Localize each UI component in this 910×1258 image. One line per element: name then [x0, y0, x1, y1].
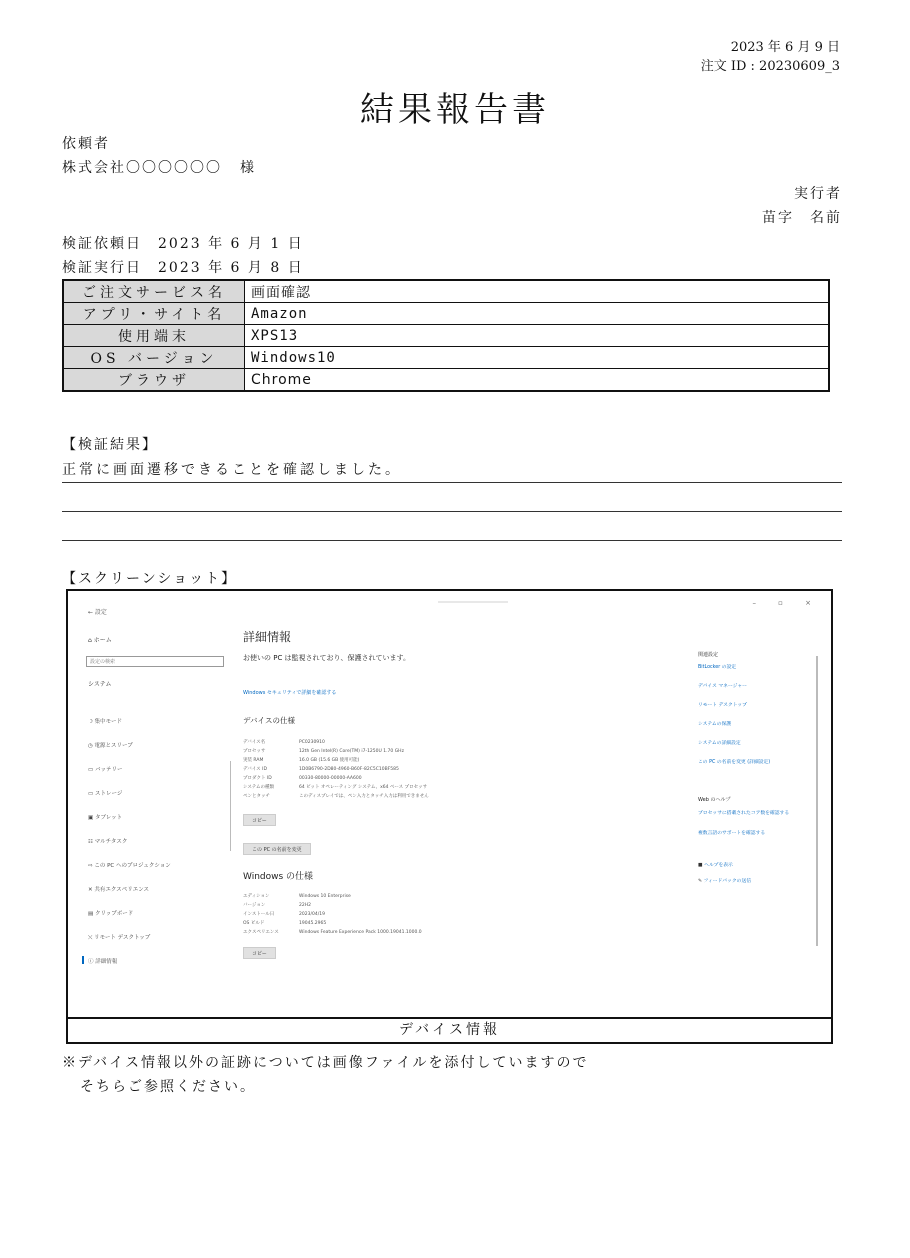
main-title: 詳細情報 [243, 630, 292, 644]
feedback-icon: ✎ [698, 879, 704, 884]
related-link[interactable]: システムの詳細設定 [698, 741, 741, 746]
executor-block [762, 182, 842, 230]
table-key: アプリ・サイト名 [63, 303, 245, 325]
requester-honorific: 様 [240, 160, 256, 176]
related-link[interactable]: システムの保護 [698, 722, 732, 727]
sidebar-item[interactable]: ▣ タブレット [88, 815, 123, 821]
result-text: 正常に画面遷移できることを確認しました。 [62, 462, 402, 478]
spec-row: エクスペリエンス Windows Feature Experience Pack 1000.19041.1000.0 [243, 930, 422, 935]
divider [62, 511, 842, 512]
spec-row: OS ビルド 19045.2965 [243, 921, 327, 926]
table-row [63, 280, 829, 303]
sidebar-item[interactable]: ⤬ リモート デスクトップ [88, 935, 151, 941]
feedback-link[interactable]: ✎ フィードバックの送信 [698, 879, 752, 884]
sidebar-item[interactable]: ▭ バッテリー [88, 767, 123, 773]
sidebar-item-about[interactable]: ⓘ 詳細情報 [88, 959, 118, 965]
settings-sidebar [76, 601, 234, 1017]
related-link[interactable]: デバイス マネージャー [698, 684, 747, 689]
table-key: ご注文サービス名 [63, 280, 245, 303]
spec-row: プロセッサ 12th Gen Intel(R) Core(TM) i7-1250U 1.70 GHz [243, 749, 404, 754]
requester-company: 株式会社〇〇〇〇〇〇 [62, 160, 222, 176]
sidebar-scrollbar[interactable] [230, 761, 231, 851]
settings-main [243, 591, 683, 1017]
spec-row: インストール日 2023/04/19 [243, 912, 325, 917]
footnote-line-1: ※デバイス情報以外の証跡については画像ファイルを添付していますので [62, 1055, 589, 1071]
table-key: ブラウザ [63, 369, 245, 392]
date-block [62, 232, 304, 280]
table-key: 使用端末 [63, 325, 245, 347]
requester-company-line [62, 156, 256, 180]
spec-row: ペンとタッチ このディスプレイでは、ペン入力とタッチ入力は利用できません [243, 794, 429, 799]
rename-pc-button[interactable]: この PC の名前を変更 [243, 843, 311, 855]
divider [62, 540, 842, 541]
web-help-heading: Web のヘルプ [698, 797, 731, 803]
executor-label: 実行者 [794, 186, 842, 202]
sidebar-item-home[interactable]: ⌂ ホーム [88, 637, 112, 644]
sidebar-item[interactable]: ⇨ この PC へのプロジェクション [88, 863, 171, 869]
web-help-link[interactable]: 複数言語のサポートを確認する [698, 831, 766, 836]
related-link[interactable]: この PC の名前を変更 (詳細設定) [698, 760, 771, 765]
back-button[interactable]: ← 設定 [88, 609, 107, 616]
result-heading: 【検証結果】 [62, 437, 158, 453]
sidebar-item[interactable]: ✕ 共有エクスペリエンス [88, 887, 150, 893]
settings-window [68, 591, 831, 1017]
report-date: 2023 年 6 月 9 日 [730, 40, 840, 55]
sidebar-item[interactable]: ☽ 集中モード [88, 719, 122, 725]
search-input[interactable]: 設定の検索 [86, 656, 224, 667]
main-scrollbar[interactable] [816, 656, 818, 946]
table-value: Amazon [245, 303, 830, 325]
windows-spec-heading: Windows の仕様 [243, 872, 314, 882]
page-title: 結果報告書 [360, 90, 550, 130]
spec-row: システムの種類 64 ビット オペレーティング システム、x64 ベース プロセッサ [243, 785, 428, 790]
execution-date: 検証実行日 2023 年 6 月 8 日 [62, 260, 304, 276]
screenshot-caption: デバイス情報 [66, 1017, 833, 1044]
sidebar-item[interactable]: ▤ クリップボード [88, 911, 134, 917]
device-spec-heading: デバイスの仕様 [243, 716, 295, 725]
window-controls[interactable]: – ▫ × [752, 599, 821, 607]
copy-button[interactable]: コピー [243, 947, 276, 959]
help-link[interactable]: ■ ヘルプを表示 [698, 863, 733, 868]
sidebar-section-label: システム [88, 681, 112, 688]
footnote-line-2: そちらご参照ください。 [80, 1079, 256, 1095]
screenshot-heading: 【スクリーンショット】 [62, 571, 238, 587]
help-icon: ■ [698, 863, 705, 868]
spec-row: 実装 RAM 16.0 GB (15.6 GB 使用可能) [243, 758, 360, 763]
table-value: XPS13 [245, 325, 830, 347]
screenshot-frame [66, 589, 833, 1019]
order-id: 注文 ID : 20230609_3 [700, 59, 840, 74]
copy-button[interactable]: コピー [243, 814, 276, 826]
request-date: 検証依頼日 2023 年 6 月 1 日 [62, 236, 304, 252]
table-row [63, 347, 829, 369]
table-row [63, 303, 829, 325]
related-settings-panel [698, 591, 828, 1017]
table-value: Windows10 [245, 347, 830, 369]
security-link[interactable]: Windows セキュリティで詳細を確認する [243, 690, 337, 696]
table-key: OS バージョン [63, 347, 245, 369]
table-row [63, 325, 829, 347]
spec-row: バージョン 22H2 [243, 903, 311, 908]
spec-row: エディション Windows 10 Enterprise [243, 894, 351, 899]
table-value: Chrome [245, 369, 830, 392]
executor-name: 苗字 名前 [762, 210, 842, 226]
info-table [62, 279, 830, 392]
table-value: 画面確認 [245, 280, 830, 303]
footnote [62, 1051, 588, 1099]
report-date-block [701, 38, 840, 76]
related-link[interactable]: リモート デスクトップ [698, 703, 747, 708]
requester-label: 依頼者 [62, 136, 110, 152]
sidebar-item[interactable]: ◷ 電源とスリープ [88, 743, 133, 749]
requester-block [62, 132, 256, 180]
spec-row: プロダクト ID 00330-80000-00000-AA600 [243, 776, 362, 781]
spec-row: デバイス ID 1D0B6790-2D80-4960-B60F-82C5C10BF585 [243, 767, 399, 772]
divider [62, 482, 842, 483]
sidebar-item[interactable]: ▭ ストレージ [88, 791, 123, 797]
protection-status: お使いの PC は監視されており、保護されています。 [243, 654, 410, 662]
table-row [63, 369, 829, 392]
sidebar-item[interactable]: ☷ マルチタスク [88, 839, 128, 845]
related-link[interactable]: BitLocker の設定 [698, 665, 737, 670]
web-help-link[interactable]: プロセッサに搭載されたコア数を確認する [698, 811, 790, 816]
related-heading: 関連設定 [698, 652, 719, 658]
spec-row: デバイス名 PC0230910 [243, 740, 325, 745]
